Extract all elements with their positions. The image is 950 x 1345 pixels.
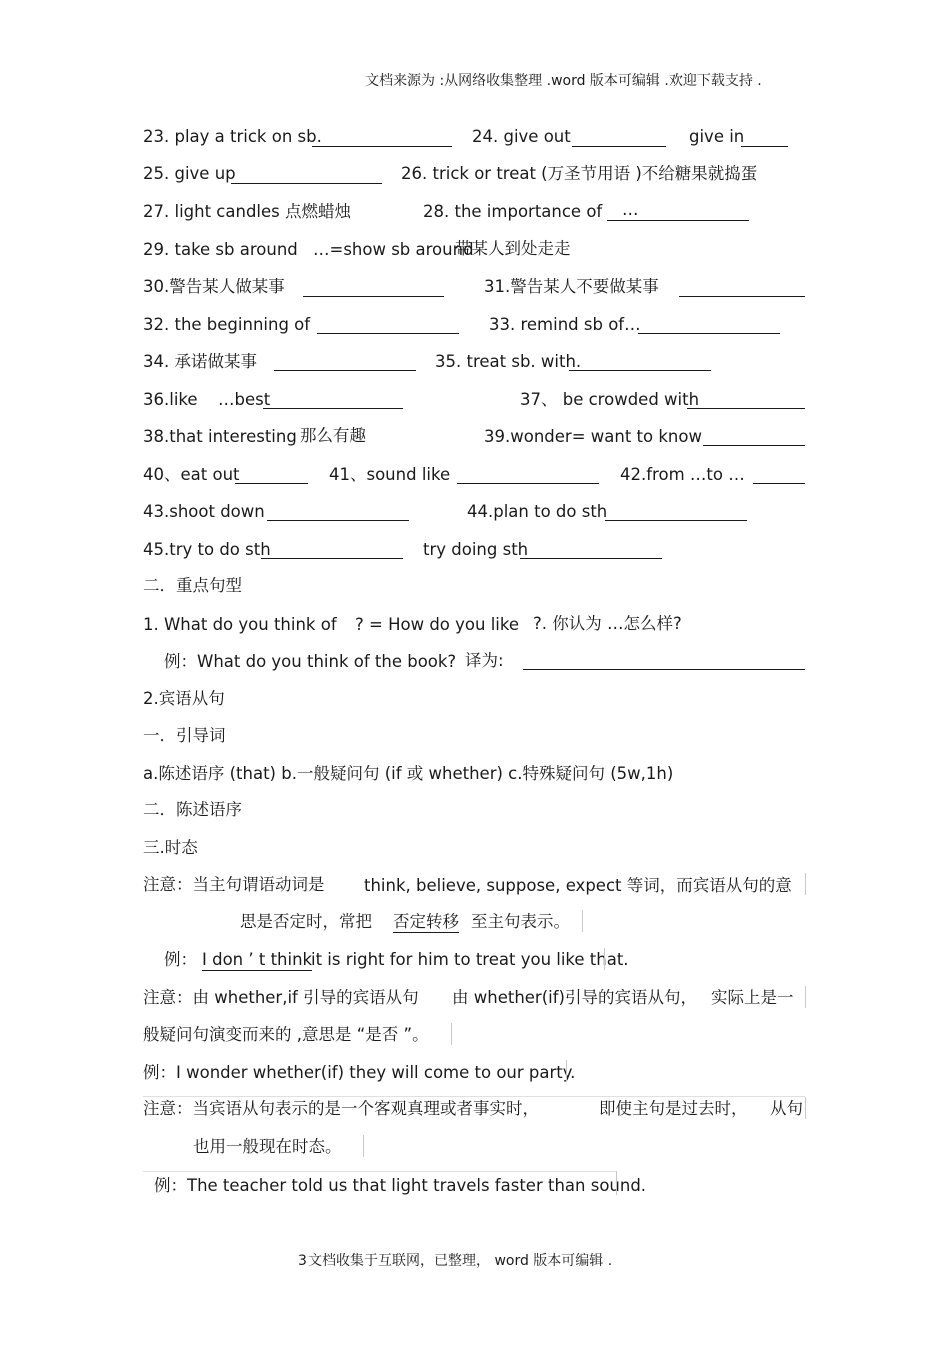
answer-blank-40[interactable] [235,483,308,484]
example-4: 例：The teacher told us that light travels faster than sound. [154,1176,647,1195]
note-1-negation-transfer: 否定转移 [393,912,459,931]
note-1-b: think, believe, suppose, expect 等词，而宾语从句的意 [364,876,792,895]
phrase-37: 37、 be crowded with [520,390,700,409]
phrase-25: 25. give up [143,164,236,183]
phrase-38: 38.that interesting [143,427,297,446]
answer-blank-37[interactable] [687,408,805,409]
phrase-40: 40、eat out [143,465,240,484]
answer-blank-31[interactable] [679,296,805,297]
pattern-1-c: ?. 你认为 …怎么样? [533,614,682,633]
answer-blank-36[interactable] [263,408,403,409]
phrase-28: 28. the importance of [423,202,603,221]
phrase-41: 41、sound like [329,465,451,484]
text-box-edge [616,1171,617,1195]
phrase-35: 35. treat sb. with. [435,352,582,371]
phrase-44: 44.plan to do sth [467,502,608,521]
phrase-29: 29. take sb around [143,240,298,259]
phrase-34: 34. 承诺做某事 [143,352,257,371]
pattern-1-a: 1. What do you think of [143,615,337,634]
phrase-29c: 带某人到处走走 [455,239,571,258]
phrase-36b: …best [218,390,271,409]
text-box-edge [143,1171,617,1172]
phrase-31: 31.警告某人不要做某事 [484,277,659,296]
answer-blank-35[interactable] [569,370,711,371]
text-box-edge [582,910,583,932]
text-box-edge [363,1135,364,1157]
page-number: 3 [298,1253,307,1269]
translation-blank[interactable] [523,669,805,670]
answer-blank-33[interactable] [638,333,780,334]
note-2-b: 由 whether(if)引导的宾语从句， [452,988,697,1007]
phrase-27: 27. light candles 点燃蜡烛 [143,202,351,221]
page-header: 文档来源为 :从网络收集整理 .word 版本可编辑 .欢迎下载支持 . [365,73,762,89]
phrase-30: 30.警告某人做某事 [143,277,285,296]
answer-blank-30[interactable] [303,296,444,297]
answer-blank-45b[interactable] [520,558,662,559]
answer-blank-25[interactable] [231,183,382,184]
phrase-42: 42.from …to … [620,465,745,484]
answer-blank-41[interactable] [457,483,599,484]
phrase-45b: try doing sth [423,540,529,559]
answer-blank-44[interactable] [605,520,747,521]
translate-label: 译为: [465,651,504,670]
note-2-d: 般疑问句演变而来的 ,意思是 “是否 ”。 [143,1025,429,1044]
subheading-tense: 三.时态 [143,838,198,857]
note-3-c: 从句 [770,1099,803,1118]
phrase-43: 43.shoot down [143,502,265,521]
subheading-introducers: 一．引导词 [143,726,226,745]
example-2-label: 例： [164,950,197,969]
answer-blank-45[interactable] [261,558,403,559]
answer-blank-24[interactable] [572,146,666,147]
note-3-a: 注意：当宾语从句表示的是一个客观真理或者事实时， [143,1099,539,1118]
note-1-a: 注意：当主句谓语动词是 [143,875,325,894]
phrase-45: 45.try to do sth [143,540,271,559]
example-1: 例：What do you think of the book? [164,652,457,671]
subheading-object-clause: 2.宾语从句 [143,689,225,708]
text-box-edge [805,986,806,1008]
answer-blank-24b[interactable] [741,146,788,147]
phrase-33: 33. remind sb of… [489,315,641,334]
page-footer: 文档收集于互联网，已整理， word 版本可编辑 . [308,1253,613,1269]
note-2-a: 注意：由 whether,if 引导的宾语从句 [143,988,419,1007]
phrase-32: 32. the beginning of [143,315,311,334]
answer-blank-39[interactable] [703,445,805,446]
subheading-word-order: 二．陈述语序 [143,800,242,819]
pattern-1-b: ? = How do you like [355,615,519,634]
answer-blank-23[interactable] [312,146,452,147]
phrase-38b: 那么有趣 [300,426,366,445]
answer-blank-43[interactable] [267,520,409,521]
note-2-c: 实际上是一 [711,988,794,1007]
text-box-edge [566,1060,567,1082]
text-box-edge [604,948,605,970]
note-1-c: 思是否定时，常把 [240,912,372,931]
answer-blank-34[interactable] [274,370,416,371]
note-3-d: 也用一般现在时态。 [193,1137,342,1156]
phrase-29b: …=show sb around [313,240,474,259]
example-2-underlined: I don ’ t think [202,950,313,969]
phrase-36: 36.like [143,390,198,409]
example-2-rest: it is right for him to treat you like that. [311,950,629,969]
text-box-edge [451,1023,452,1045]
phrase-23: 23. play a trick on sb. [143,127,322,146]
phrase-24: 24. give out [472,127,571,146]
example-3: 例：I wonder whether(if) they will come to our party. [143,1063,576,1082]
section-heading: 二．重点句型 [143,576,242,595]
text-box-edge [805,1097,806,1119]
text-box-edge [143,1096,805,1097]
phrase-39: 39.wonder= want to know [484,427,702,446]
answer-blank-28[interactable] [607,220,749,221]
phrase-24b: give in [689,127,745,146]
phrase-26: 26. trick or treat (万圣节用语 )不给糖果就捣蛋 [401,164,758,183]
introducer-types: a.陈述语序 (that) b.一般疑问句 (if 或 whether) c.特殊疑问句 (5w,1h) [143,764,674,783]
note-3-b: 即使主句是过去时， [599,1099,748,1118]
answer-blank-32[interactable] [317,333,459,334]
note-1-e: 至主句表示。 [471,912,570,931]
text-box-edge [805,873,806,895]
phrase-28-dots: … [622,200,639,219]
answer-blank-42[interactable] [753,483,805,484]
